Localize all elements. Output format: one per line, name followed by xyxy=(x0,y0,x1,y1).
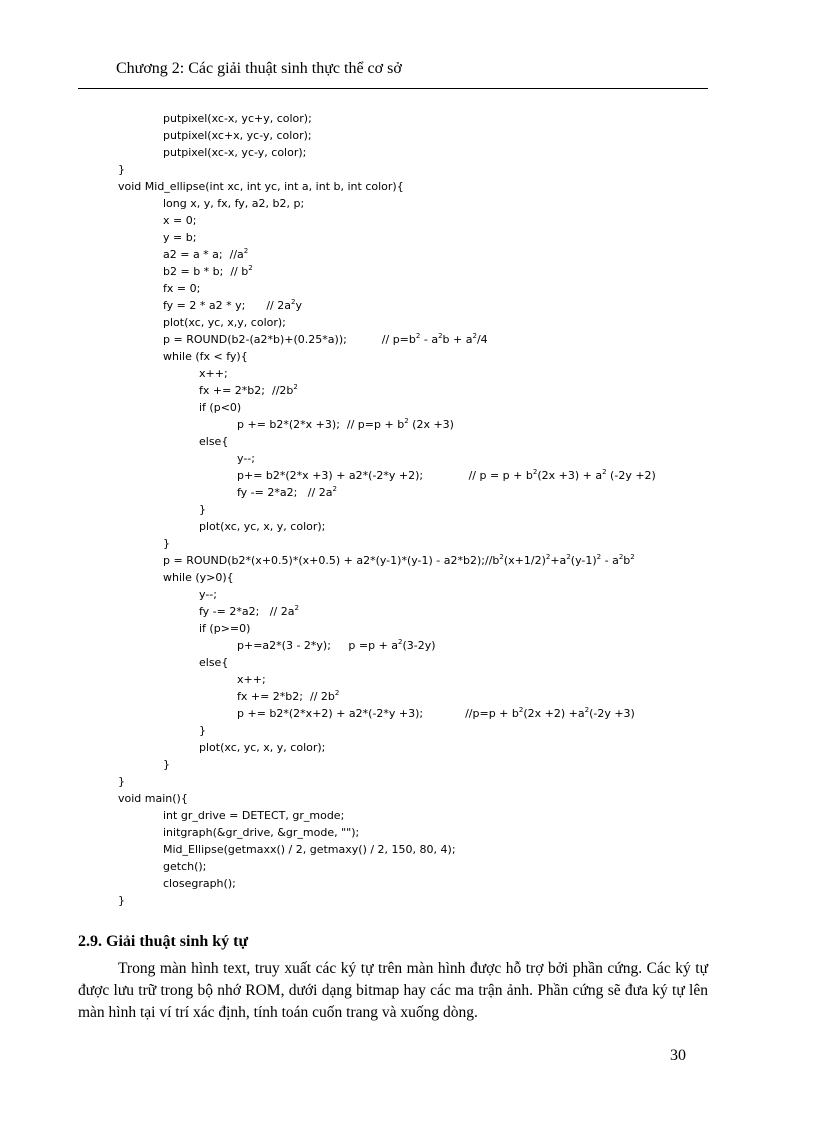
code-line: Mid_Ellipse(getmaxx() / 2, getmaxy() / 2, 150, 80, 4); xyxy=(163,843,456,856)
code-line: } xyxy=(163,758,170,771)
code-line: } xyxy=(118,163,125,176)
code-line: x++; xyxy=(237,673,266,686)
code-line: long x, y, fx, fy, a2, b2, p; xyxy=(163,197,305,210)
code-line: if (p<0) xyxy=(199,401,242,414)
code-line: plot(xc, yc, x, y, color); xyxy=(199,520,326,533)
code-line: fx += 2*b2; // $2b^2$ xyxy=(237,689,340,703)
code-line: void Mid_ellipse(int xc, int yc, int a, int b, int color){ xyxy=(118,180,404,193)
code-line: fy -= 2*a2; // $2a^2$ xyxy=(199,604,299,618)
header-divider xyxy=(78,88,708,89)
section-paragraph: Trong màn hình text, truy xuất các ký tự trên màn hình được hỗ trợ bởi phần cứng. Các ký tự được lưu trữ trong bộ nhớ ROM, dưới dạng bitmap hay các ma trận ảnh. Phần cứng sẽ đưa ký tự lên màn hình tại ví trí xác định, tính toán cuốn trang và xuống dòng. xyxy=(78,960,708,1021)
code-line: p+= b2*(2*x +3) + a2*(-2*y +2); // $p = p + b^2(2x +3) + a^2$ (-2y +2) xyxy=(237,468,656,482)
code-line: if (p>=0) xyxy=(199,622,251,635)
code-line: y = b; xyxy=(163,231,197,244)
code-line: while (y>0){ xyxy=(163,571,234,584)
page-header: Chương 2: Các giải thuật sinh thực thể cơ sở xyxy=(116,60,402,77)
code-line: fx += 2*b2; $//2b^2$ xyxy=(199,383,298,397)
code-line: y--; xyxy=(199,588,217,601)
code-line: x++; xyxy=(199,367,228,380)
code-line: p+=a2*(3 - 2*y); $p =p + a^2(3-2y)$ xyxy=(237,638,436,652)
code-line: p = ROUND(b2*(x+0.5)*(x+0.5) + $a2*(y-1)*(y-1) - a2*b2);//b^2(x+1/2)^2+a^2(y-1)^2 - a^2b^2$ xyxy=(163,553,635,567)
code-line: putpixel(xc-x, yc-y, color); xyxy=(163,146,307,159)
code-line: fy = 2 * a2 * y; // $2a^2y$ xyxy=(163,298,302,312)
section-heading: 2.9. Giải thuật sinh ký tự xyxy=(78,933,249,950)
code-line: closegraph(); xyxy=(163,877,236,890)
code-line: } xyxy=(118,894,125,907)
code-line: p = ROUND(b2-(a2*b)+(0.25*a)); // $p=b^2 - a^2b + a^2/4$ xyxy=(163,332,488,346)
code-line: b2 = b * b; // $b^2$ xyxy=(163,264,253,278)
code-line: void main(){ xyxy=(118,792,188,805)
code-line: plot(xc, yc, x,y, color); xyxy=(163,316,286,329)
code-line: p += b2*(2*x+2) + a2*(-2*y +3); $//p=p + b^2(2x +2) +a^2(-2y +3)$ xyxy=(237,706,635,720)
code-line: else{ xyxy=(199,435,229,448)
page-number: 30 xyxy=(670,1047,686,1064)
code-line: plot(xc, yc, x, y, color); xyxy=(199,741,326,754)
code-line: } xyxy=(118,775,125,788)
code-line: while (fx < fy){ xyxy=(163,350,248,363)
code-line: putpixel(xc+x, yc-y, color); xyxy=(163,129,312,142)
code-line: y--; xyxy=(237,452,255,465)
code-line: p += b2*(2*x +3); // $p=p + b^2$ (2x +3) xyxy=(237,417,454,431)
code-line: initgraph(&gr_drive, &gr_mode, ""); xyxy=(163,826,360,839)
code-line: fx = 0; xyxy=(163,282,201,295)
code-line: a2 = a * a; $//a^2$ xyxy=(163,247,249,261)
code-line: } xyxy=(199,724,206,737)
code-line: } xyxy=(199,503,206,516)
code-line: fy -= 2*a2; // $2a^2$ xyxy=(237,485,337,499)
code-line: int gr_drive = DETECT, gr_mode; xyxy=(163,809,345,822)
code-line: x = 0; xyxy=(163,214,197,227)
code-line: else{ xyxy=(199,656,229,669)
code-line: getch(); xyxy=(163,860,207,873)
code-line: } xyxy=(163,537,170,550)
code-line: putpixel(xc-x, yc+y, color); xyxy=(163,112,312,125)
